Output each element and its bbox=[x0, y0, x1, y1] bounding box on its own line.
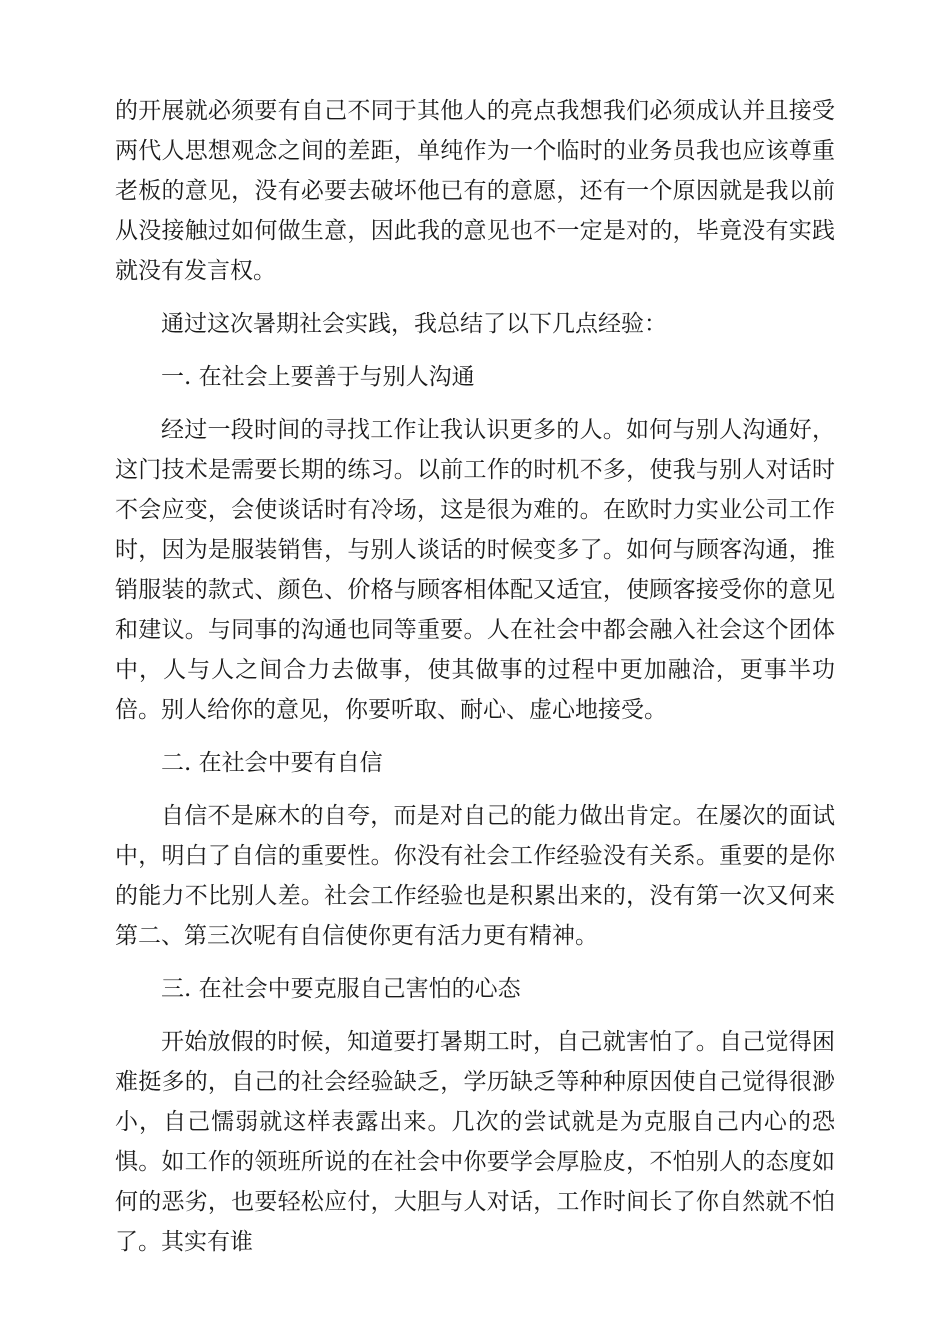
paragraph-communication: 经过一段时间的寻找工作让我认识更多的人。如何与别人沟通好，这门技术是需要长期的练习。以前工作的时机不多，使我与别人对话时不会应变，会使谈话时有冷场，这是很为难的。在欧时力实业公司工作时，因为是服装销售，与别人谈话的时候变多了。如何与顾客沟通，推销服装的款式、颜色、价格与顾客相体配又适宜，使顾客接受你的意见和建议。与同事的沟通也同等重要。人在社会中都会融入社会这个团体中，人与人之间合力去做事，使其做事的过程中更加融洽，更事半功倍。别人给你的意见，你要听取、耐心、虚心地接受。 bbox=[115, 417, 835, 723]
paragraph-summary-intro: 通过这次暑期社会实践，我总结了以下几点经验： bbox=[161, 311, 667, 337]
paragraph-confidence: 自信不是麻木的自夸，而是对自己的能力做出肯定。在屡次的面试中，明白了自信的重要性。你没有社会工作经验没有关系。重要的是你的能力不比别人差。社会工作经验也是积累出来的，没有第一次又何来第二、第三次呢有自信使你更有活力更有精神。 bbox=[115, 803, 835, 949]
section-heading-overcome-fear: 三. 在社会中要克服自己害怕的心态 bbox=[161, 976, 521, 1002]
paragraph-continuation: 的开展就必须要有自己不同于其他人的亮点我想我们必须成认并且接受两代人思想观念之间的差距，单纯作为一个临时的业务员我也应该尊重老板的意见，没有必要去破坏他已有的意愿，还有一个原因就是我以前从没接触过如何做生意，因此我的意见也不一定是对的，毕竟没有实践就没有发言权。 bbox=[115, 98, 835, 284]
document-body bbox=[115, 91, 835, 1275]
paragraph-overcome-fear: 开始放假的时候，知道要打暑期工时，自己就害怕了。自己觉得困难挺多的，自己的社会经验缺乏，学历缺乏等种种原因使自己觉得很渺小，自己懦弱就这样表露出来。几次的尝试就是为克服自己内心的恐惧。如工作的领班所说的在社会中你要学会厚脸皮，不怕别人的态度如何的恶劣，也要轻松应付，大胆与人对话，工作时间长了你自然就不怕了。其实有谁 bbox=[115, 1029, 835, 1255]
section-heading-confidence: 二. 在社会中要有自信 bbox=[161, 750, 383, 776]
section-heading-communication: 一. 在社会上要善于与别人沟通 bbox=[161, 364, 475, 390]
